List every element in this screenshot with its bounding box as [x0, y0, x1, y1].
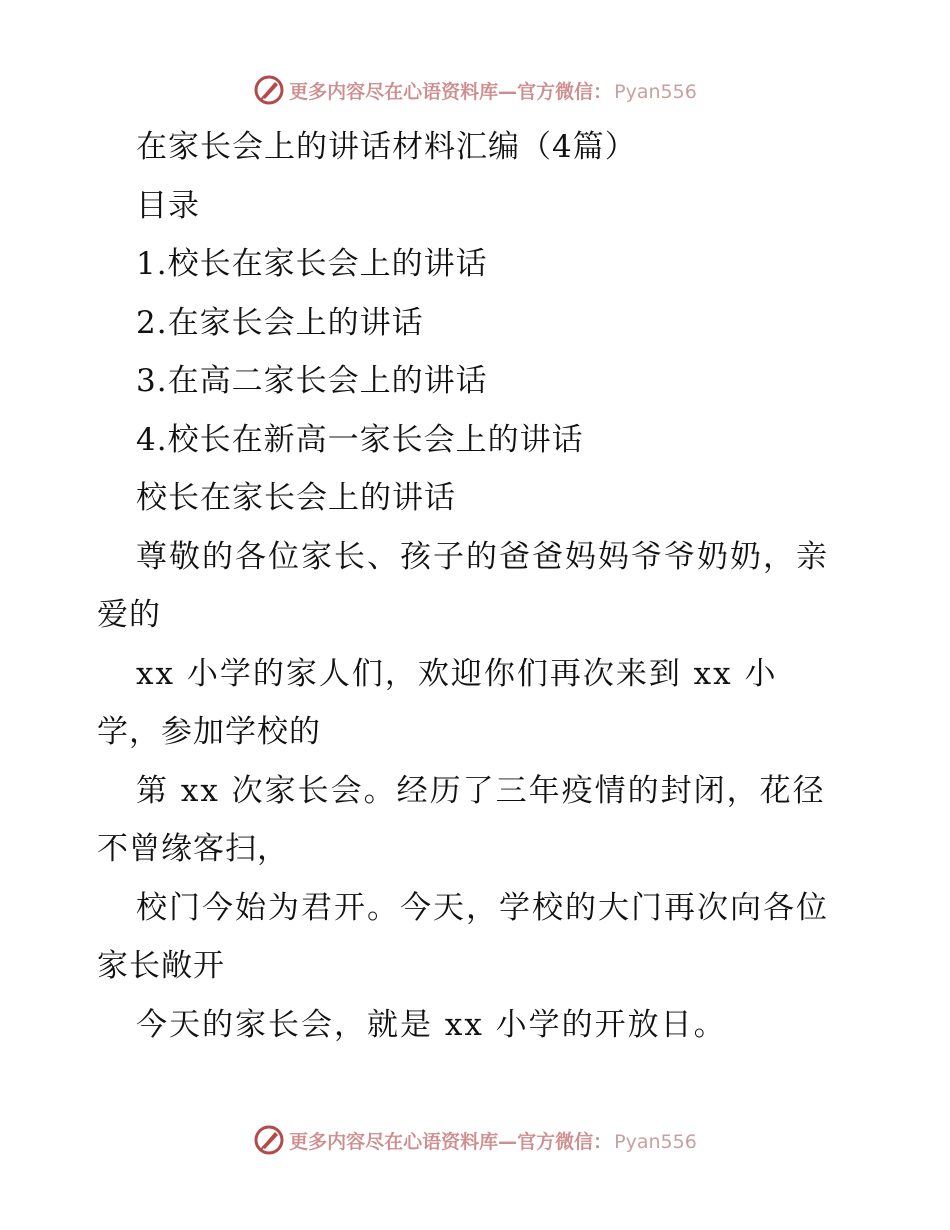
- body-paragraph-line: 第 xx 次家长会。经历了三年疫情的封闭，花径: [136, 772, 826, 809]
- toc-item-4: 4.校长在新高一家长会上的讲话: [136, 421, 584, 458]
- watermark-text: 更多内容尽在心语资料库—官方微信： Pyan556: [289, 80, 697, 103]
- toc-item-2: 2.在家长会上的讲话: [136, 304, 424, 341]
- body-paragraph-line: 爱的: [97, 597, 161, 633]
- body-paragraph-line: 学，参加学校的: [97, 714, 321, 750]
- body-paragraph-line: 校门今始为君开。今天，学校的大门再次向各位: [136, 889, 829, 926]
- watermark-wechat-id: Pyan556: [614, 80, 697, 103]
- watermark-wechat-id: Pyan556: [614, 1130, 697, 1153]
- quill-logo-icon: [253, 1124, 285, 1156]
- section-title: 校长在家长会上的讲话: [136, 480, 456, 516]
- body-paragraph-line: 不曾缘客扫，: [97, 831, 289, 867]
- body-paragraph-line: 今天的家长会，就是 xx 小学的开放日。: [136, 1006, 727, 1043]
- watermark-banner-bottom: [0, 1120, 950, 1160]
- toc-item-3: 3.在高二家长会上的讲话: [136, 363, 488, 399]
- document-content: [0, 118, 950, 1054]
- quill-logo-icon: [253, 74, 285, 106]
- document-title: 在家长会上的讲话材料汇编（4篇）: [136, 129, 637, 165]
- toc-heading: 目录: [136, 187, 200, 224]
- body-paragraph-line: 家长敞开: [97, 948, 225, 984]
- watermark-banner-top: [0, 70, 950, 110]
- watermark-text: 更多内容尽在心语资料库—官方微信： Pyan556: [289, 1130, 697, 1153]
- toc-item-1: 1.校长在家长会上的讲话: [136, 246, 488, 282]
- body-paragraph-line: xx 小学的家人们，欢迎你们再次来到 xx 小: [136, 655, 778, 692]
- body-paragraph-line: 尊敬的各位家长、孩子的爸爸妈妈爷爷奶奶，亲: [136, 538, 829, 575]
